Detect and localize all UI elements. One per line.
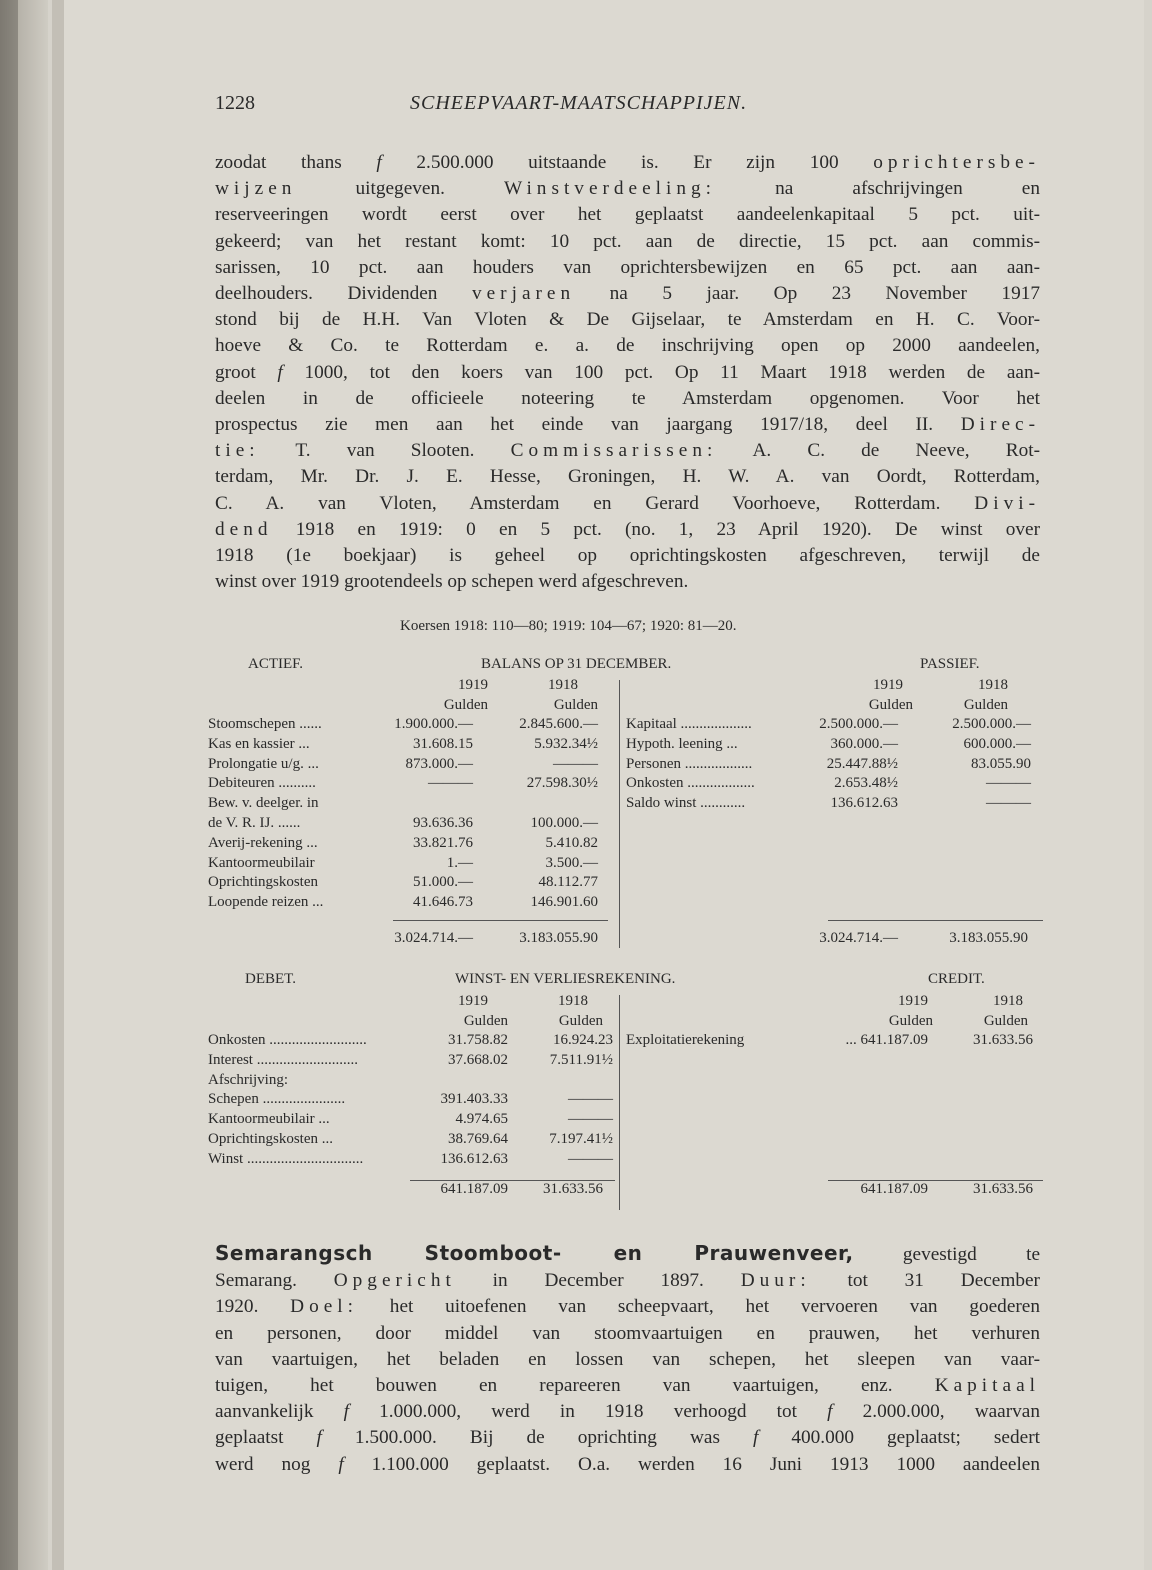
table-cell: Onkosten .................. [626, 775, 755, 792]
intro-line [215, 281, 1040, 307]
intro-paragraph [215, 150, 1040, 595]
table-cell: Kas en kassier ... [208, 735, 310, 752]
table-row [208, 1150, 1048, 1170]
table-cell: ——— [986, 775, 1031, 792]
text-run: oprichtersbe- [873, 152, 1040, 173]
firm-line [215, 1240, 1040, 1268]
table-row [208, 834, 1048, 854]
balans-sum-rule-right [828, 920, 1043, 921]
text-run: hoeve & Co. te Rotterdam e. a. de inschrijving open op 2000 aandeelen, [215, 335, 1040, 357]
text-run: Divi- [974, 492, 1040, 514]
text-run: 1918 en 1919: 0 en 5 pct. (no. 1, 23 April 1920). De winst over [272, 518, 1040, 540]
text-run: C. A. van Vloten, Amsterdam en Gerard Voorhoeve, Rotterdam. [215, 492, 975, 514]
firm-line [215, 1425, 1040, 1451]
text-run: 2.000.000, waarvan [832, 1401, 1041, 1423]
balans-total-b: 3.183.055.90 [519, 930, 598, 946]
text-run: uitgegeven. [296, 178, 505, 200]
table-cell: 2.653.48½ [834, 775, 898, 792]
intro-line [215, 202, 1040, 228]
wv-year-a: 1919 [458, 993, 488, 1009]
table-cell: 33.821.76 [413, 834, 473, 851]
text-run: sarissen, 10 pct. aan houders van oprichtersbewijzen en 65 pct. aan aan- [215, 256, 1040, 278]
text-run: werd nog [215, 1453, 339, 1475]
table-cell: 5.410.82 [545, 834, 598, 851]
text-run: na afschrijvingen en [716, 178, 1040, 200]
wv-sum-rule-right [828, 1180, 1043, 1181]
text-run: f [338, 1453, 344, 1475]
text-run: f [376, 152, 382, 173]
balans-unit-a-right: Gulden [868, 696, 913, 713]
intro-line [215, 307, 1040, 333]
table-cell: Hypoth. leening ... [626, 735, 738, 752]
wv-total-b: 31.633.56 [543, 1181, 603, 1197]
table-cell: Kantoormeubilair [208, 854, 315, 871]
table-cell: Afschrijving: [208, 1071, 288, 1088]
firm-line [215, 1347, 1040, 1373]
text-run: reserveeringen wordt eerst over het geplaatst aandeelenkapitaal 5 pct. uit- [215, 204, 1040, 226]
page-number: 1228 [215, 92, 255, 114]
table-cell: 38.769.64 [448, 1131, 508, 1147]
wv-year-b: 1918 [558, 993, 588, 1009]
table-row [208, 774, 1048, 794]
text-run: gekeerd; van het restant komt: 10 pct. aan de directie, 15 pct. aan commis- [215, 230, 1040, 252]
table-cell: 83.055.90 [971, 755, 1031, 772]
text-run: verjaren [471, 283, 576, 305]
table-cell: Exploitatierekening [626, 1032, 745, 1048]
intro-line [215, 438, 1040, 464]
table-cell: ——— [986, 795, 1031, 812]
intro-line [215, 412, 1040, 438]
table-cell: 31.633.56 [973, 1032, 1033, 1048]
page-spine [52, 0, 64, 1570]
text-run: T. van Slooten. [259, 440, 511, 462]
text-run: f [343, 1401, 349, 1423]
table-cell: 41.646.73 [413, 894, 473, 911]
text-run: van vaartuigen, het beladen en lossen van schepen, het sleepen van vaar- [215, 1348, 1040, 1370]
firm-name: Semarangsch Stoomboot- en Prauwenveer, [215, 1241, 854, 1265]
table-cell: Loopende reizen ... [208, 894, 324, 911]
table-cell: 1.900.000.— [394, 716, 473, 732]
text-run: prospectus zie men aan het einde van jaargang 1917/18, deel II. [215, 414, 961, 436]
table-row [208, 893, 1048, 913]
text-run: 1.100.000 geplaatst. O.a. werden 16 Juni 1913 1000 aandeelen [343, 1453, 1040, 1475]
text-run: 1.500.000. Bij de oprichting was [321, 1427, 753, 1449]
table-cell: 100.000.— [530, 815, 598, 831]
wv-total-a-right: 641.187.09 [860, 1181, 928, 1197]
table-cell: 7.197.41½ [549, 1131, 613, 1147]
text-run: tuigen, het bouwen en repareeren van vaartuigen, enz. [215, 1375, 935, 1397]
table-row [208, 854, 1048, 874]
table-row [208, 755, 1048, 775]
table-cell: 873.000.— [405, 755, 473, 772]
text-run: 1.000.000, werd in 1918 verhoogd tot [349, 1401, 828, 1423]
text-run: deelhouders. Dividenden [215, 283, 472, 305]
wv-unit-a: Gulden [463, 1012, 508, 1029]
text-run: Commissarissen: [510, 440, 718, 462]
running-title: SCHEEPVAART-MAATSCHAPPIJEN. [410, 92, 748, 114]
table-cell: 136.612.63 [440, 1150, 508, 1167]
text-run: wijzen [215, 178, 297, 200]
balans-divider [619, 680, 620, 948]
table-cell: 51.000.— [413, 874, 473, 891]
firm-line [215, 1294, 1040, 1320]
intro-line [215, 229, 1040, 255]
table-cell: Personen .................. [626, 755, 753, 772]
balans-total-a-right: 3.024.714.— [819, 930, 898, 946]
table-row [208, 814, 1048, 834]
table-cell: 4.974.65 [455, 1111, 508, 1128]
text-run: tie: [215, 440, 260, 462]
table-row [208, 1071, 1048, 1091]
table-cell: Prolongatie u/g. ... [208, 755, 319, 772]
wv-year-a-right: 1919 [898, 993, 928, 1009]
text-run: Opgericht [333, 1270, 456, 1292]
table-cell: 146.901.60 [530, 894, 598, 911]
text-run: stond bij de H.H. Van Vloten & De Gijselaar, te Amsterdam en H. C. Voor- [215, 309, 1040, 331]
wv-body [208, 1031, 1048, 1168]
table-row [208, 1090, 1048, 1110]
table-cell: 31.758.82 [448, 1032, 508, 1048]
text-run: winst over 1919 grootendeels op schepen werd afgeschreven. [215, 571, 689, 593]
table-cell: 600.000.— [963, 735, 1031, 752]
balans-unit-b-right: Gulden [963, 696, 1008, 713]
balans-year-a-right: 1919 [873, 677, 903, 693]
table-cell: Onkosten .......................... [208, 1032, 367, 1048]
table-row [208, 1051, 1048, 1071]
table-row [208, 1031, 1048, 1051]
table-cell: ——— [568, 1111, 613, 1128]
winst-verlies-table [208, 970, 1048, 1210]
text-run: Duur: [740, 1270, 811, 1292]
table-cell: Oprichtingskosten [208, 874, 318, 891]
firm-line [215, 1321, 1040, 1347]
balans-unit-a: Gulden [443, 696, 488, 713]
text-run: Direc- [960, 414, 1040, 436]
text-run: tot 31 December [810, 1270, 1040, 1292]
text-run: en personen, door middel van stoomvaartuigen en prauwen, het verhuren [215, 1322, 1040, 1344]
text-run: 1000, tot den koers van 100 pct. Op 11 Maart 1918 werden de aan- [282, 361, 1041, 383]
balans-total-a: 3.024.714.— [394, 930, 473, 946]
wv-credit-heading: CREDIT. [928, 971, 985, 987]
wv-total-a: 641.187.09 [440, 1181, 508, 1197]
intro-line [215, 543, 1040, 569]
text-run: dend [215, 518, 273, 540]
table-cell: 27.598.30½ [526, 775, 598, 792]
wv-unit-a-right: Gulden [888, 1012, 933, 1029]
table-row [208, 794, 1048, 814]
intro-line [215, 150, 1040, 176]
table-cell: 2.845.600.— [519, 716, 598, 732]
table-cell: 3.500.— [545, 854, 598, 871]
table-cell: 93.636.36 [413, 815, 473, 831]
text-run: Winstverdeeling: [504, 178, 717, 200]
text-run: f [277, 361, 283, 383]
text-run: f [316, 1427, 322, 1449]
table-cell: 136.612.63 [830, 795, 898, 812]
text-run: 2.500.000 uitstaande is. Er zijn 100 [381, 152, 874, 173]
text-run: groot [215, 361, 278, 383]
balans-sum-rule-left [393, 920, 608, 921]
table-cell: Kapitaal ................... [626, 716, 752, 732]
scan-shadow [0, 0, 18, 1570]
text-run: 400.000 geplaatst; sedert [758, 1427, 1040, 1449]
balans-passief-heading: PASSIEF. [920, 656, 980, 672]
table-row [208, 873, 1048, 893]
firm-line [215, 1373, 1040, 1399]
table-cell: 2.500.000.— [819, 716, 898, 732]
wv-debet-heading: DEBET. [245, 971, 296, 987]
text-run: A. C. de Neeve, Rot- [717, 440, 1040, 462]
table-cell: Winst ............................... [208, 1150, 364, 1167]
text-run: deelen in de officieele noteering te Amsterdam opgenomen. Voor het [215, 387, 1040, 409]
intro-line [215, 333, 1040, 359]
balans-year-b-right: 1918 [978, 677, 1008, 693]
koersen-line: Koersen 1918: 110—80; 1919: 104—67; 1920: 81—20. [400, 618, 737, 634]
table-row [208, 735, 1048, 755]
firm-line [215, 1452, 1040, 1478]
balans-title: BALANS OP 31 DECEMBER. [481, 656, 672, 672]
table-cell: Bew. v. deelger. in [208, 795, 319, 812]
firm-paragraph [215, 1240, 1040, 1478]
table-row [208, 715, 1048, 735]
text-run: na 5 jaar. Op 23 November 1917 [575, 283, 1040, 305]
table-cell: Debiteuren .......... [208, 775, 316, 792]
table-cell: 1.— [446, 854, 473, 871]
text-run: aanvankelijk [215, 1401, 344, 1423]
table-cell: Schepen ...................... [208, 1091, 346, 1108]
wv-total-b-right: 31.633.56 [973, 1181, 1033, 1197]
text-run: gevestigd te [853, 1244, 1041, 1265]
intro-line [215, 517, 1040, 543]
text-run: geplaatst [215, 1427, 317, 1449]
intro-line [215, 491, 1040, 517]
table-cell: ... 641.187.09 [845, 1032, 928, 1048]
table-cell: 5.932.34½ [534, 735, 598, 752]
text-run: Kapitaal [934, 1375, 1040, 1397]
table-cell: 16.924.23 [553, 1032, 613, 1048]
intro-line [215, 176, 1040, 202]
text-run: Doel: [290, 1296, 359, 1318]
intro-line [215, 464, 1040, 490]
balans-year-a: 1919 [458, 677, 488, 693]
text-run: f [752, 1427, 759, 1449]
text-run: zoodat thans [215, 152, 377, 173]
wv-sum-rule-left [410, 1180, 615, 1181]
table-cell: Averij-rekening ... [208, 834, 318, 851]
table-cell: 48.112.77 [538, 874, 598, 891]
text-run: het uitoefenen van scheepvaart, het vervoeren van goederen [358, 1296, 1040, 1318]
page-header [215, 92, 1040, 122]
text-run: 1918 (1e boekjaar) is geheel op oprichtingskosten afgeschreven, terwijl de [215, 545, 1040, 567]
balans-unit-b: Gulden [553, 696, 598, 713]
balans-body [208, 715, 1048, 915]
table-cell: ——— [553, 755, 598, 772]
wv-title: WINST- EN VERLIESREKENING. [455, 971, 676, 987]
balans-total-b-right: 3.183.055.90 [949, 930, 1028, 946]
balans-actief-heading: ACTIEF. [248, 656, 304, 672]
wv-year-b-right: 1918 [993, 993, 1023, 1009]
intro-line [215, 360, 1040, 386]
wv-unit-b-right: Gulden [983, 1012, 1028, 1029]
wv-unit-b: Gulden [558, 1012, 603, 1029]
intro-line [215, 569, 1040, 595]
table-cell: 360.000.— [830, 735, 898, 752]
table-cell: ——— [568, 1091, 613, 1108]
intro-line [215, 386, 1040, 412]
text-run: f [827, 1401, 833, 1423]
table-cell: 25.447.88½ [826, 755, 898, 772]
table-cell: Oprichtingskosten ... [208, 1131, 333, 1147]
table-cell: 37.668.02 [448, 1051, 508, 1068]
balans-table [208, 655, 1048, 955]
table-cell: de V. R. IJ. ...... [208, 815, 301, 831]
table-cell: 7.511.91½ [549, 1051, 613, 1068]
firm-line [215, 1268, 1040, 1294]
firm-line [215, 1399, 1040, 1425]
text-run: 1920. [215, 1296, 291, 1318]
table-row [208, 1110, 1048, 1130]
balans-year-b: 1918 [548, 677, 578, 693]
table-cell: Stoomschepen ...... [208, 716, 322, 732]
table-cell: ——— [568, 1150, 613, 1167]
table-cell: Kantoormeubilair ... [208, 1111, 330, 1128]
text-run: terdam, Mr. Dr. J. E. Hesse, Groningen, H. W. A. van Oordt, Rotterdam, [215, 466, 1040, 488]
table-cell: 2.500.000.— [952, 716, 1031, 732]
intro-line [215, 255, 1040, 281]
table-cell: Interest ........................... [208, 1051, 358, 1068]
table-cell: 31.608.15 [413, 735, 473, 752]
wv-divider [619, 995, 620, 1210]
text-run: in December 1897. [455, 1270, 741, 1292]
text-run: Semarang. [215, 1270, 334, 1292]
table-cell: Saldo winst ............ [626, 795, 746, 812]
table-row [208, 1130, 1048, 1150]
table-cell: ——— [428, 775, 473, 792]
table-cell: 391.403.33 [440, 1091, 508, 1108]
